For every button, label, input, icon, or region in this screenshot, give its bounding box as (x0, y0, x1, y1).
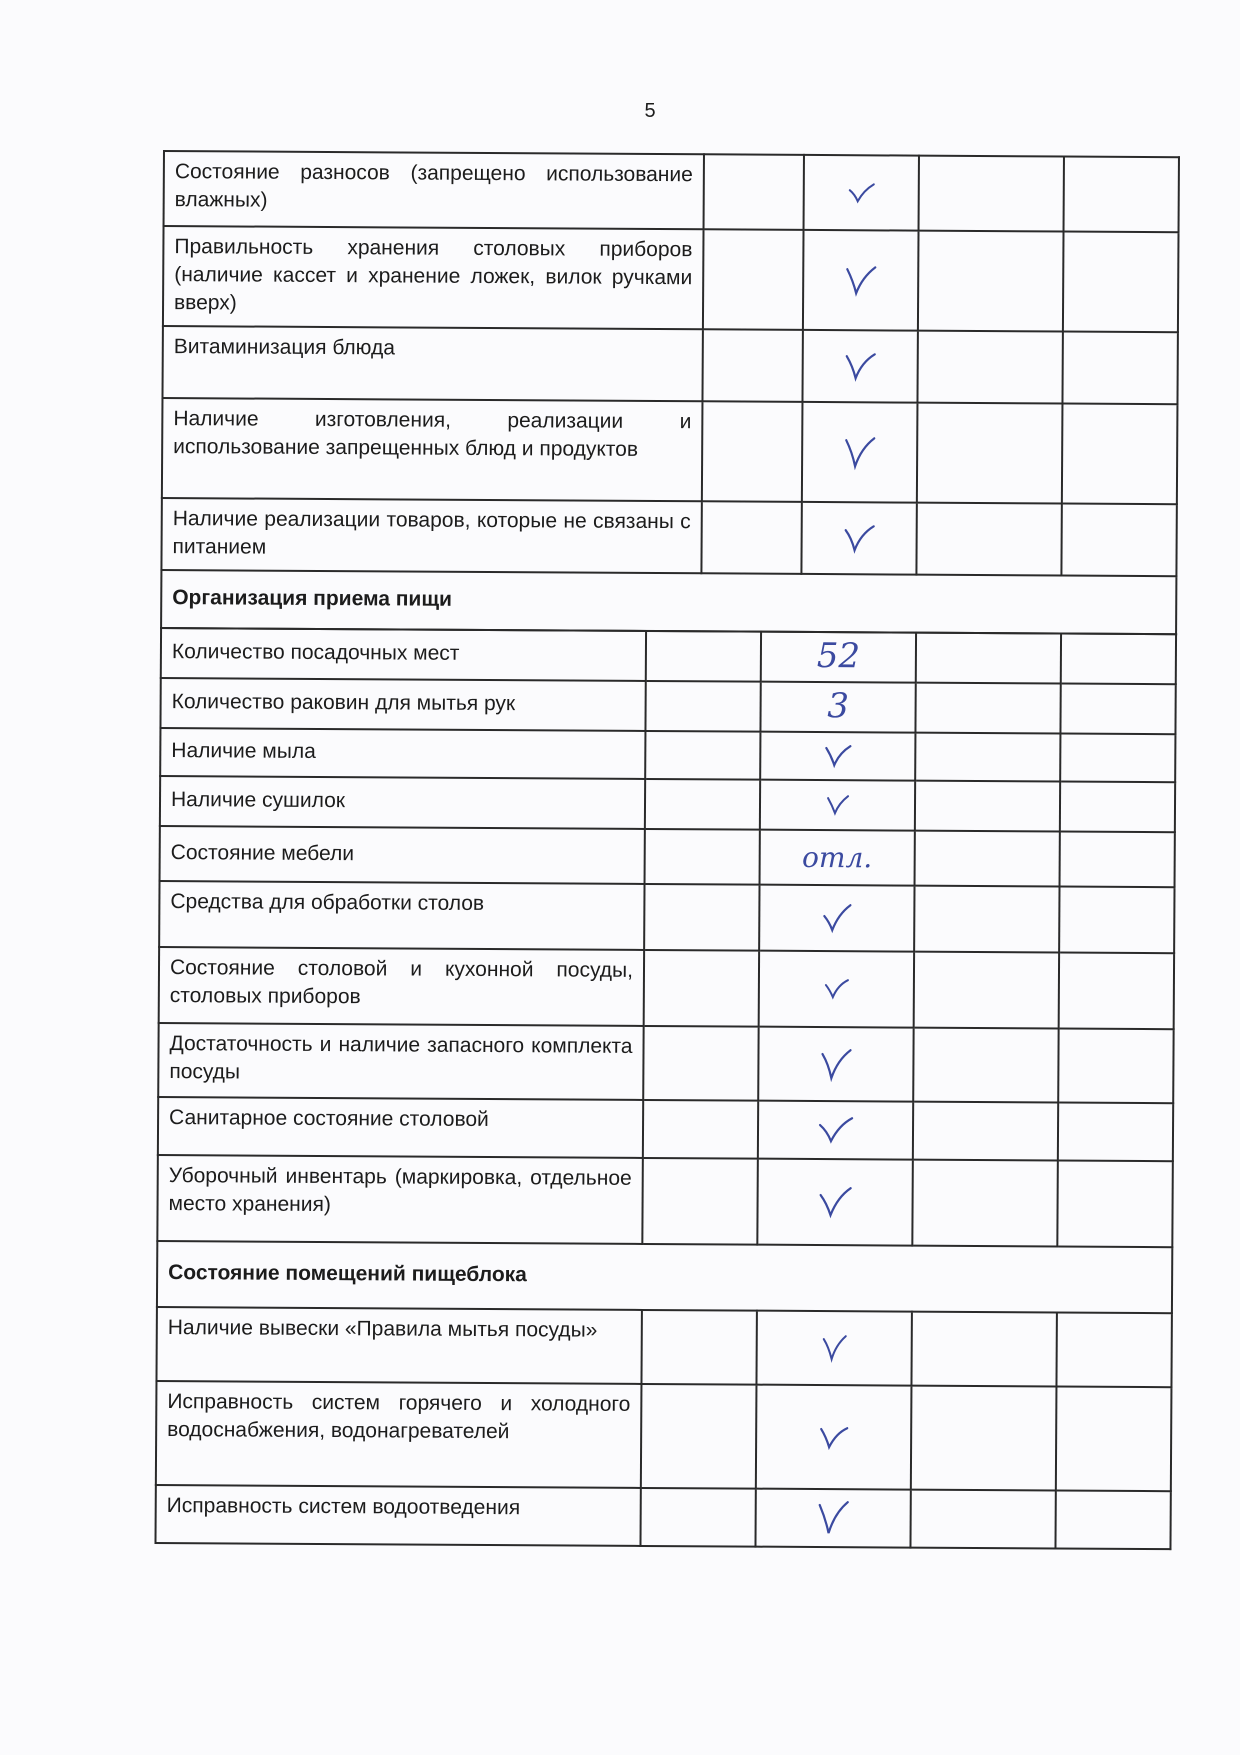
empty-cell (913, 1028, 1058, 1103)
empty-cell (915, 733, 1060, 782)
empty-cell (644, 950, 759, 1027)
empty-cell (641, 1384, 757, 1489)
empty-cell (1061, 503, 1176, 576)
checklist-table-meals (154, 627, 1177, 1550)
empty-cell (917, 331, 1062, 404)
handwritten-check-icon (820, 1333, 848, 1363)
row-label: Уборочный инвентарь (маркировка, отдельное место хранения) (157, 1155, 643, 1244)
row-label: Достаточность и наличие запасного комплекта посуды (158, 1023, 643, 1100)
handwritten-check-icon (816, 1499, 850, 1537)
empty-cell (701, 501, 801, 574)
handwritten-check-icon (842, 522, 876, 554)
check-mark-cell (756, 1385, 912, 1490)
table-row (161, 628, 1176, 684)
empty-cell (644, 884, 759, 951)
page-number: 5 (644, 100, 656, 122)
row-label: Состояние разносов (запрещено использование влажных) (164, 151, 704, 229)
empty-cell (702, 329, 802, 402)
handwritten-check-icon (817, 1185, 853, 1219)
row-label: Состояние мебели (160, 826, 645, 884)
empty-cell (1057, 1160, 1173, 1247)
checklist-sheet (154, 150, 1177, 1550)
handwritten-check-icon (816, 1115, 854, 1145)
table-row (162, 398, 1178, 504)
empty-cell (917, 403, 1063, 504)
empty-cell (1058, 1028, 1173, 1103)
empty-cell (645, 731, 760, 780)
row-label: Витаминизация блюда (162, 326, 702, 401)
check-mark-cell (802, 330, 917, 403)
empty-cell (916, 633, 1061, 684)
check-mark-cell (757, 1159, 913, 1246)
empty-cell (913, 1102, 1058, 1161)
empty-cell (911, 1312, 1056, 1387)
empty-cell (1055, 1490, 1170, 1549)
table-row (155, 1485, 1170, 1549)
empty-cell (640, 1488, 755, 1547)
empty-cell (1058, 1102, 1173, 1161)
handwritten-value-cell (760, 830, 915, 886)
row-label: Правильность хранения столовых приборов (наличие кассет и хранение ложек, вилок ручками вверх) (163, 226, 704, 329)
empty-cell (915, 831, 1060, 887)
empty-cell (914, 886, 1059, 953)
empty-cell (910, 1490, 1055, 1549)
handwritten-value-cell (761, 632, 916, 683)
handwritten-check-icon (844, 263, 878, 297)
check-mark-cell (758, 1027, 913, 1102)
row-label: Средства для обработки столов (159, 881, 644, 950)
handwritten-check-icon (823, 743, 853, 769)
empty-cell (911, 1386, 1057, 1491)
empty-cell (1060, 831, 1175, 887)
table-row (162, 326, 1177, 404)
table-row (159, 947, 1174, 1029)
table-row (163, 226, 1179, 332)
row-label: Наличие сушилок (160, 776, 645, 829)
table-row (158, 1023, 1173, 1103)
handwritten-check-icon (818, 1423, 850, 1451)
table-row (160, 678, 1175, 734)
handwritten-value: 52 (816, 636, 861, 677)
empty-cell (704, 154, 804, 230)
row-label: Санитарное состояние столовой (158, 1097, 643, 1158)
handwritten-check-icon (819, 1046, 853, 1082)
section-title: Состояние помещений пищеблока (157, 1241, 1172, 1313)
empty-cell (642, 1158, 758, 1245)
check-mark-cell (758, 1101, 913, 1160)
empty-cell (703, 229, 804, 330)
section-title: Организация приема пищи (161, 570, 1176, 634)
check-mark-cell (759, 951, 914, 1028)
handwritten-value: отл. (802, 840, 873, 874)
table-row (160, 776, 1175, 832)
row-label: Наличие вывески «Правила мытья посуды» (156, 1307, 641, 1384)
empty-cell (643, 1026, 758, 1101)
empty-cell (919, 156, 1064, 232)
table-row (164, 151, 1179, 232)
check-mark-cell (802, 402, 918, 503)
row-label: Наличие мыла (160, 728, 645, 779)
empty-cell (1060, 683, 1175, 734)
empty-cell (1062, 332, 1177, 405)
empty-cell (1056, 1312, 1171, 1387)
empty-cell (643, 1100, 758, 1159)
check-mark-cell (760, 780, 915, 831)
row-label: Наличие изготовления, реализации и использование запрещенных блюд и продуктов (162, 398, 703, 501)
handwritten-check-icon (822, 977, 850, 1001)
handwritten-value-cell (760, 682, 915, 733)
row-label: Количество раковин для мытья рук (160, 678, 645, 731)
check-mark-cell (801, 502, 916, 575)
empty-cell (915, 781, 1060, 832)
row-label: Состояние столовой и кухонной посуды, столовых приборов (159, 947, 644, 1026)
table-row (157, 1155, 1173, 1247)
row-label: Количество посадочных мест (161, 628, 646, 681)
check-mark-cell (803, 230, 919, 331)
empty-cell (702, 401, 803, 502)
empty-cell (1059, 952, 1174, 1029)
table-row (156, 1307, 1171, 1387)
empty-cell (1061, 633, 1176, 684)
table-row (159, 881, 1174, 953)
handwritten-check-icon (843, 350, 877, 382)
row-label: Наличие реализации товаров, которые не связаны с питанием (161, 498, 701, 573)
table-row (156, 1381, 1172, 1491)
empty-cell (646, 631, 761, 682)
empty-cell (1064, 157, 1179, 233)
table-row (160, 728, 1175, 782)
check-mark-cell (804, 155, 919, 231)
table-row (158, 1097, 1173, 1161)
check-mark-cell (760, 732, 915, 781)
check-mark-cell (756, 1311, 911, 1386)
empty-cell (1060, 781, 1175, 832)
empty-cell (641, 1310, 756, 1385)
empty-cell (1056, 1386, 1172, 1491)
empty-cell (918, 231, 1064, 332)
handwritten-check-icon (821, 902, 853, 934)
table-row (161, 498, 1176, 576)
empty-cell (1059, 886, 1174, 953)
empty-cell (645, 829, 760, 885)
row-label: Исправность систем горячего и холодного водоснабжения, водонагревателей (156, 1381, 642, 1488)
empty-cell (645, 779, 760, 830)
handwritten-check-icon (824, 793, 850, 817)
row-label: Исправность систем водоотведения (155, 1485, 640, 1546)
empty-cell (916, 503, 1061, 576)
empty-cell (914, 952, 1059, 1029)
handwritten-value: 3 (827, 686, 850, 727)
empty-cell (912, 1160, 1058, 1247)
section-header-row (161, 570, 1176, 634)
checklist-table-continued (160, 150, 1180, 635)
check-mark-cell (759, 885, 914, 952)
table-row (160, 826, 1175, 887)
check-mark-cell (755, 1489, 910, 1548)
handwritten-check-icon (843, 434, 877, 470)
empty-cell (1060, 733, 1175, 782)
handwritten-check-icon (847, 182, 875, 204)
empty-cell (645, 681, 760, 732)
empty-cell (915, 683, 1060, 734)
empty-cell (1063, 232, 1179, 333)
empty-cell (1062, 403, 1178, 504)
section-header-row (157, 1241, 1172, 1313)
